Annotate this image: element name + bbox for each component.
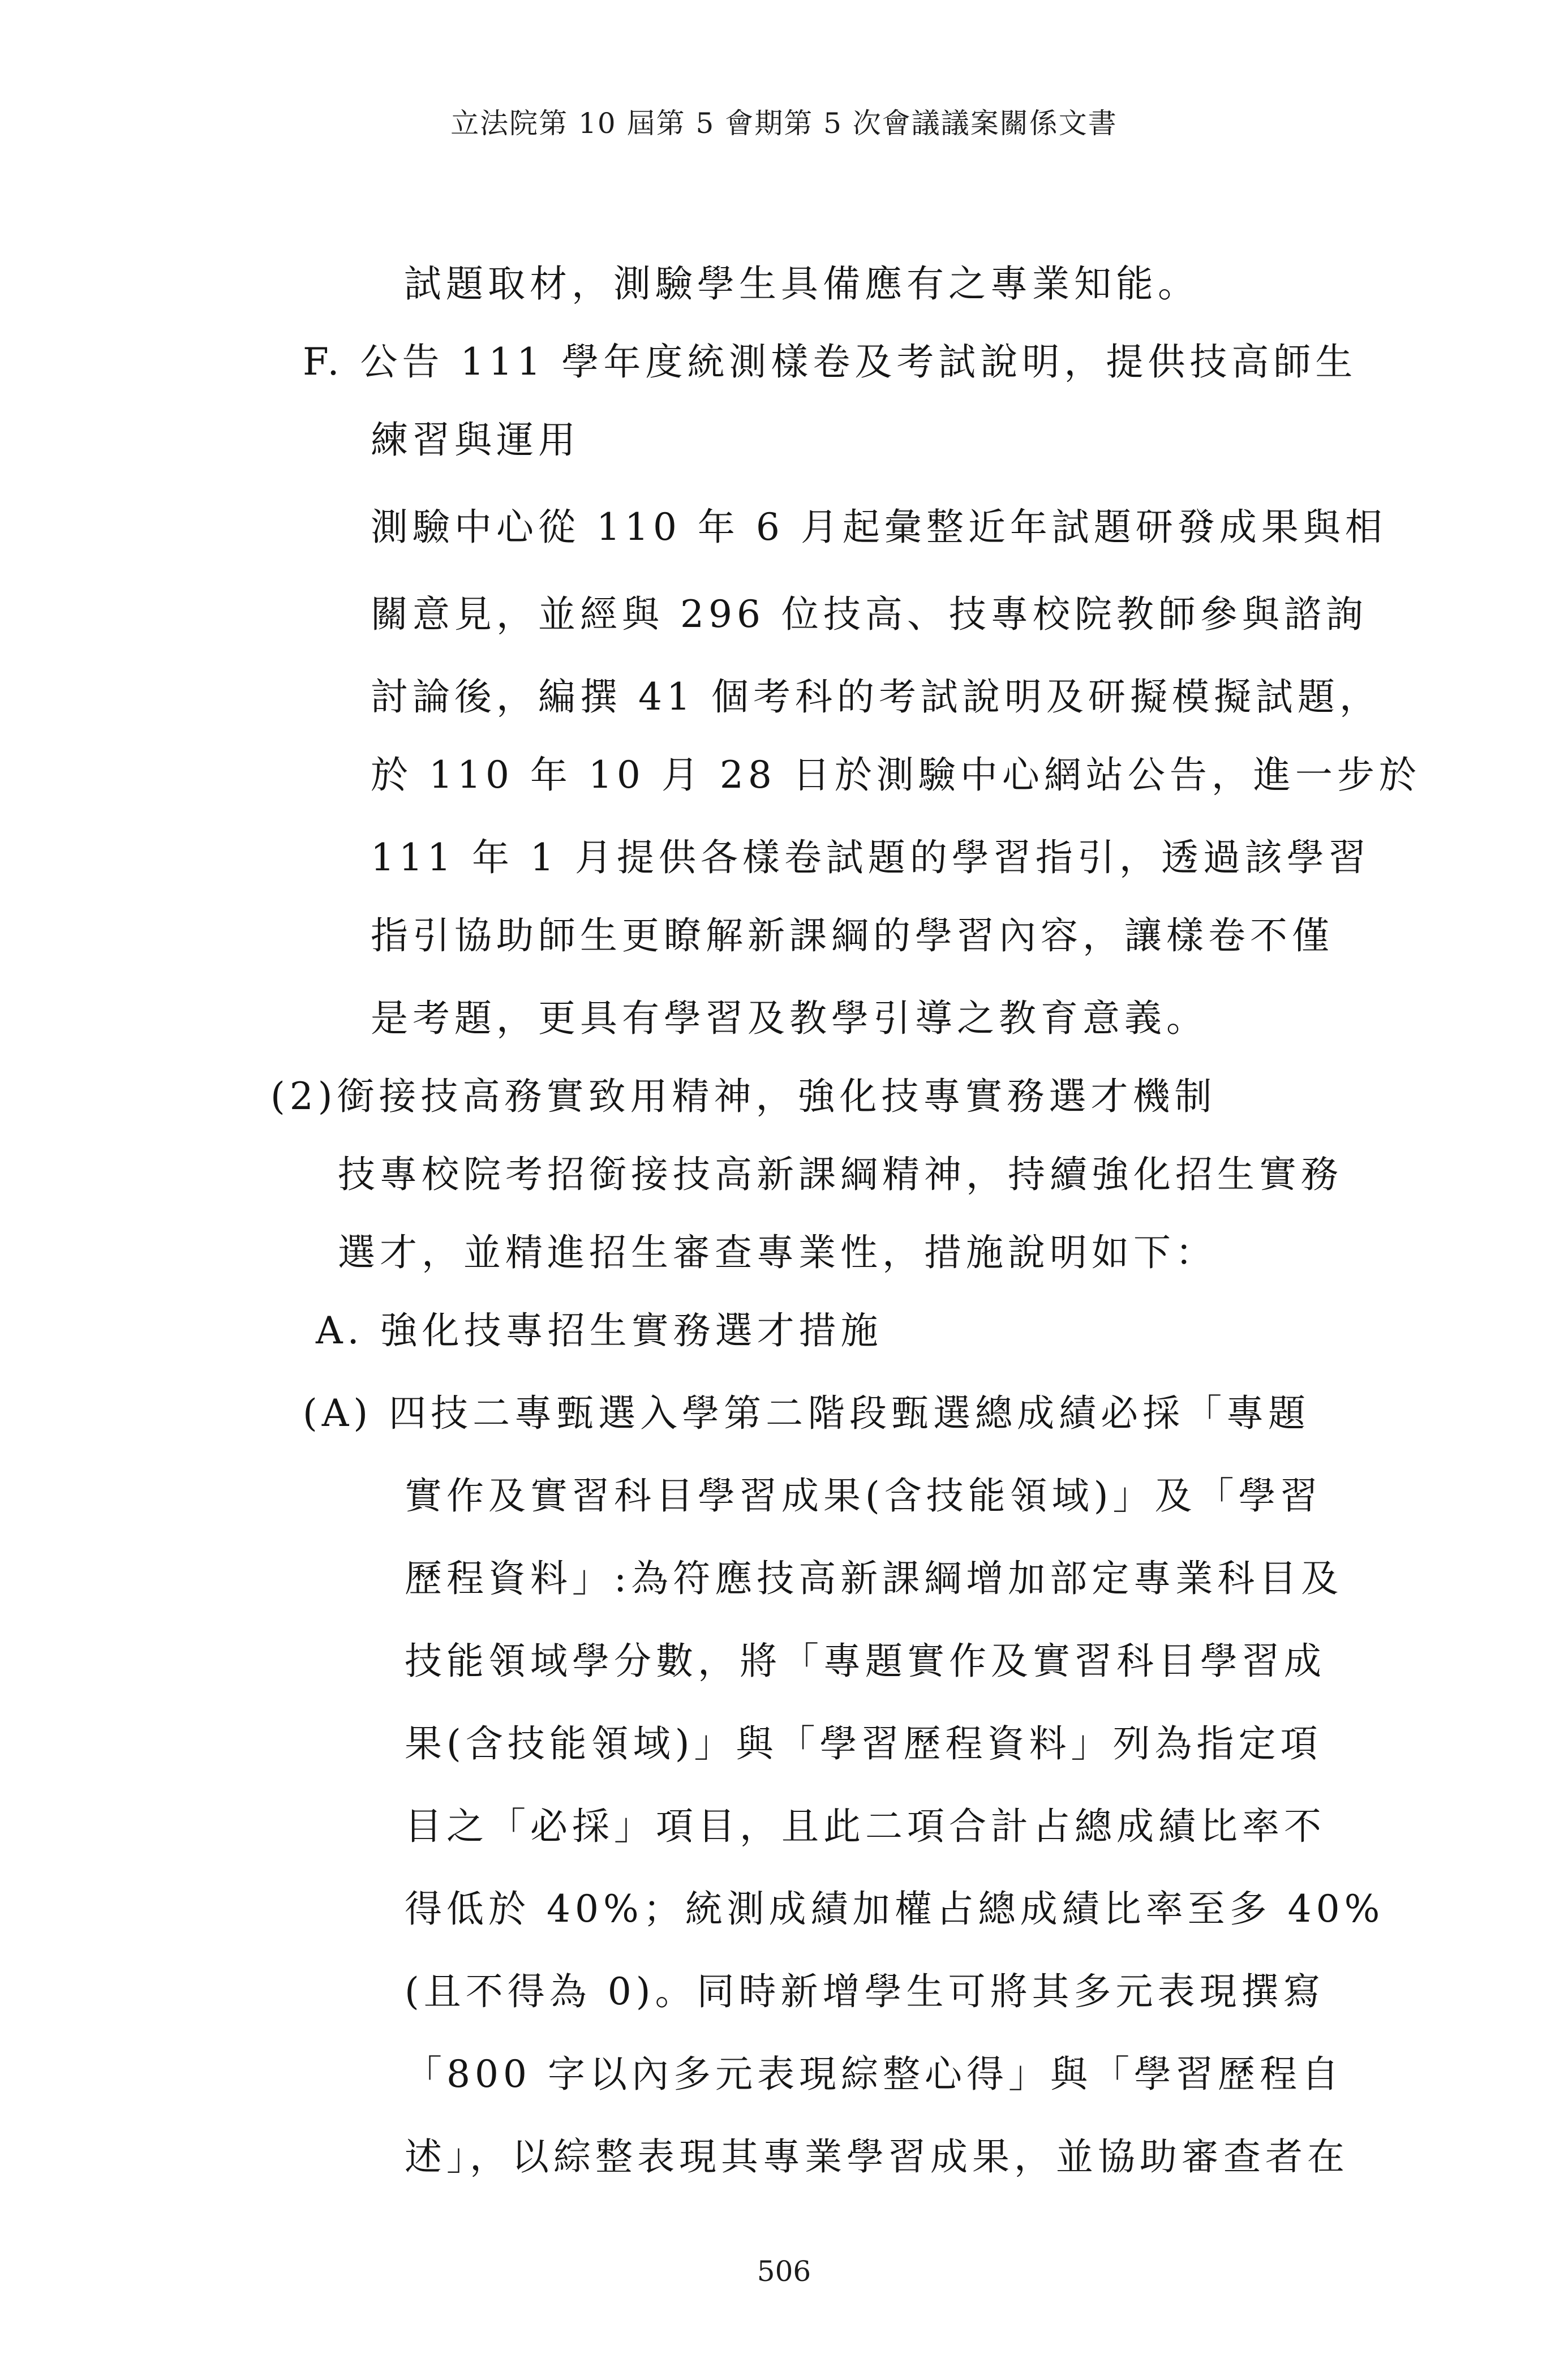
text-line: 指引協助師生更瞭解新課綱的學習內容，讓樣卷不僅 (371, 914, 1334, 957)
text-line: 「800 字以內多元表現綜整心得」與「學習歷程自 (405, 2052, 1343, 2096)
text-line: 討論後，編撰 41 個考科的考試說明及研擬模擬試題， (371, 675, 1381, 719)
text-line: 111 年 1 月提供各樣卷試題的學習指引，透過該學習 (371, 836, 1371, 879)
text-line: 關意見，並經與 296 位技高、技專校院教師參與諮詢 (371, 592, 1368, 636)
text-line: 技能領域學分數，將「專題實作及實習科目學習成 (405, 1639, 1326, 1683)
text-line: 果(含技能領域)」與「學習歷程資料」列為指定項 (405, 1722, 1322, 1765)
text-line: 於 110 年 10 月 28 日於測驗中心網站公告，進一步於 (371, 753, 1421, 797)
text-line: 是考題，更具有學習及教學引導之教育意義。 (371, 996, 1208, 1040)
page-number: 506 (757, 2255, 811, 2288)
section-heading: (2)銜接技高務實致用精神，強化技專實務選才機制 (270, 1075, 1217, 1118)
text-line: 練習與運用 (371, 418, 580, 462)
text-line: 目之「必採」項目，且此二項合計占總成績比率不 (405, 1805, 1326, 1848)
document-header: 立法院第 10 屆第 5 會期第 5 次會議議案關係文書 (450, 107, 1118, 140)
text-line: 選才，並精進招生審查專業性，措施說明如下： (338, 1231, 1217, 1274)
text-line: 述」，以綜整表現其專業學習成果，並協助審查者在 (405, 2135, 1349, 2179)
text-line: F. 公告 111 學年度統測樣卷及考試說明，提供技高師生 (303, 340, 1357, 384)
text-line: (A) 四技二專甄選入學第二階段甄選總成績必採「專題 (303, 1391, 1311, 1435)
text-line: 得低於 40%；統測成績加權占總成績比率至多 40% (405, 1887, 1385, 1931)
text-line: 試題取材，測驗學生具備應有之專業知能。 (404, 262, 1200, 306)
subsection-heading: A. 強化技專招生實務選才措施 (316, 1309, 883, 1352)
text-line: 實作及實習科目學習成果(含技能領域)」及「學習 (405, 1474, 1322, 1518)
text-line: 歷程資料」:為符應技高新課綱增加部定專業科目及 (405, 1557, 1343, 1600)
text-line: 技專校院考招銜接技高新課綱精神，持續強化招生實務 (338, 1153, 1343, 1196)
text-line: 測驗中心從 110 年 6 月起彙整近年試題研發成果與相 (371, 505, 1387, 549)
text-line: (且不得為 0)。同時新增學生可將其多元表現撰寫 (405, 1970, 1325, 2013)
